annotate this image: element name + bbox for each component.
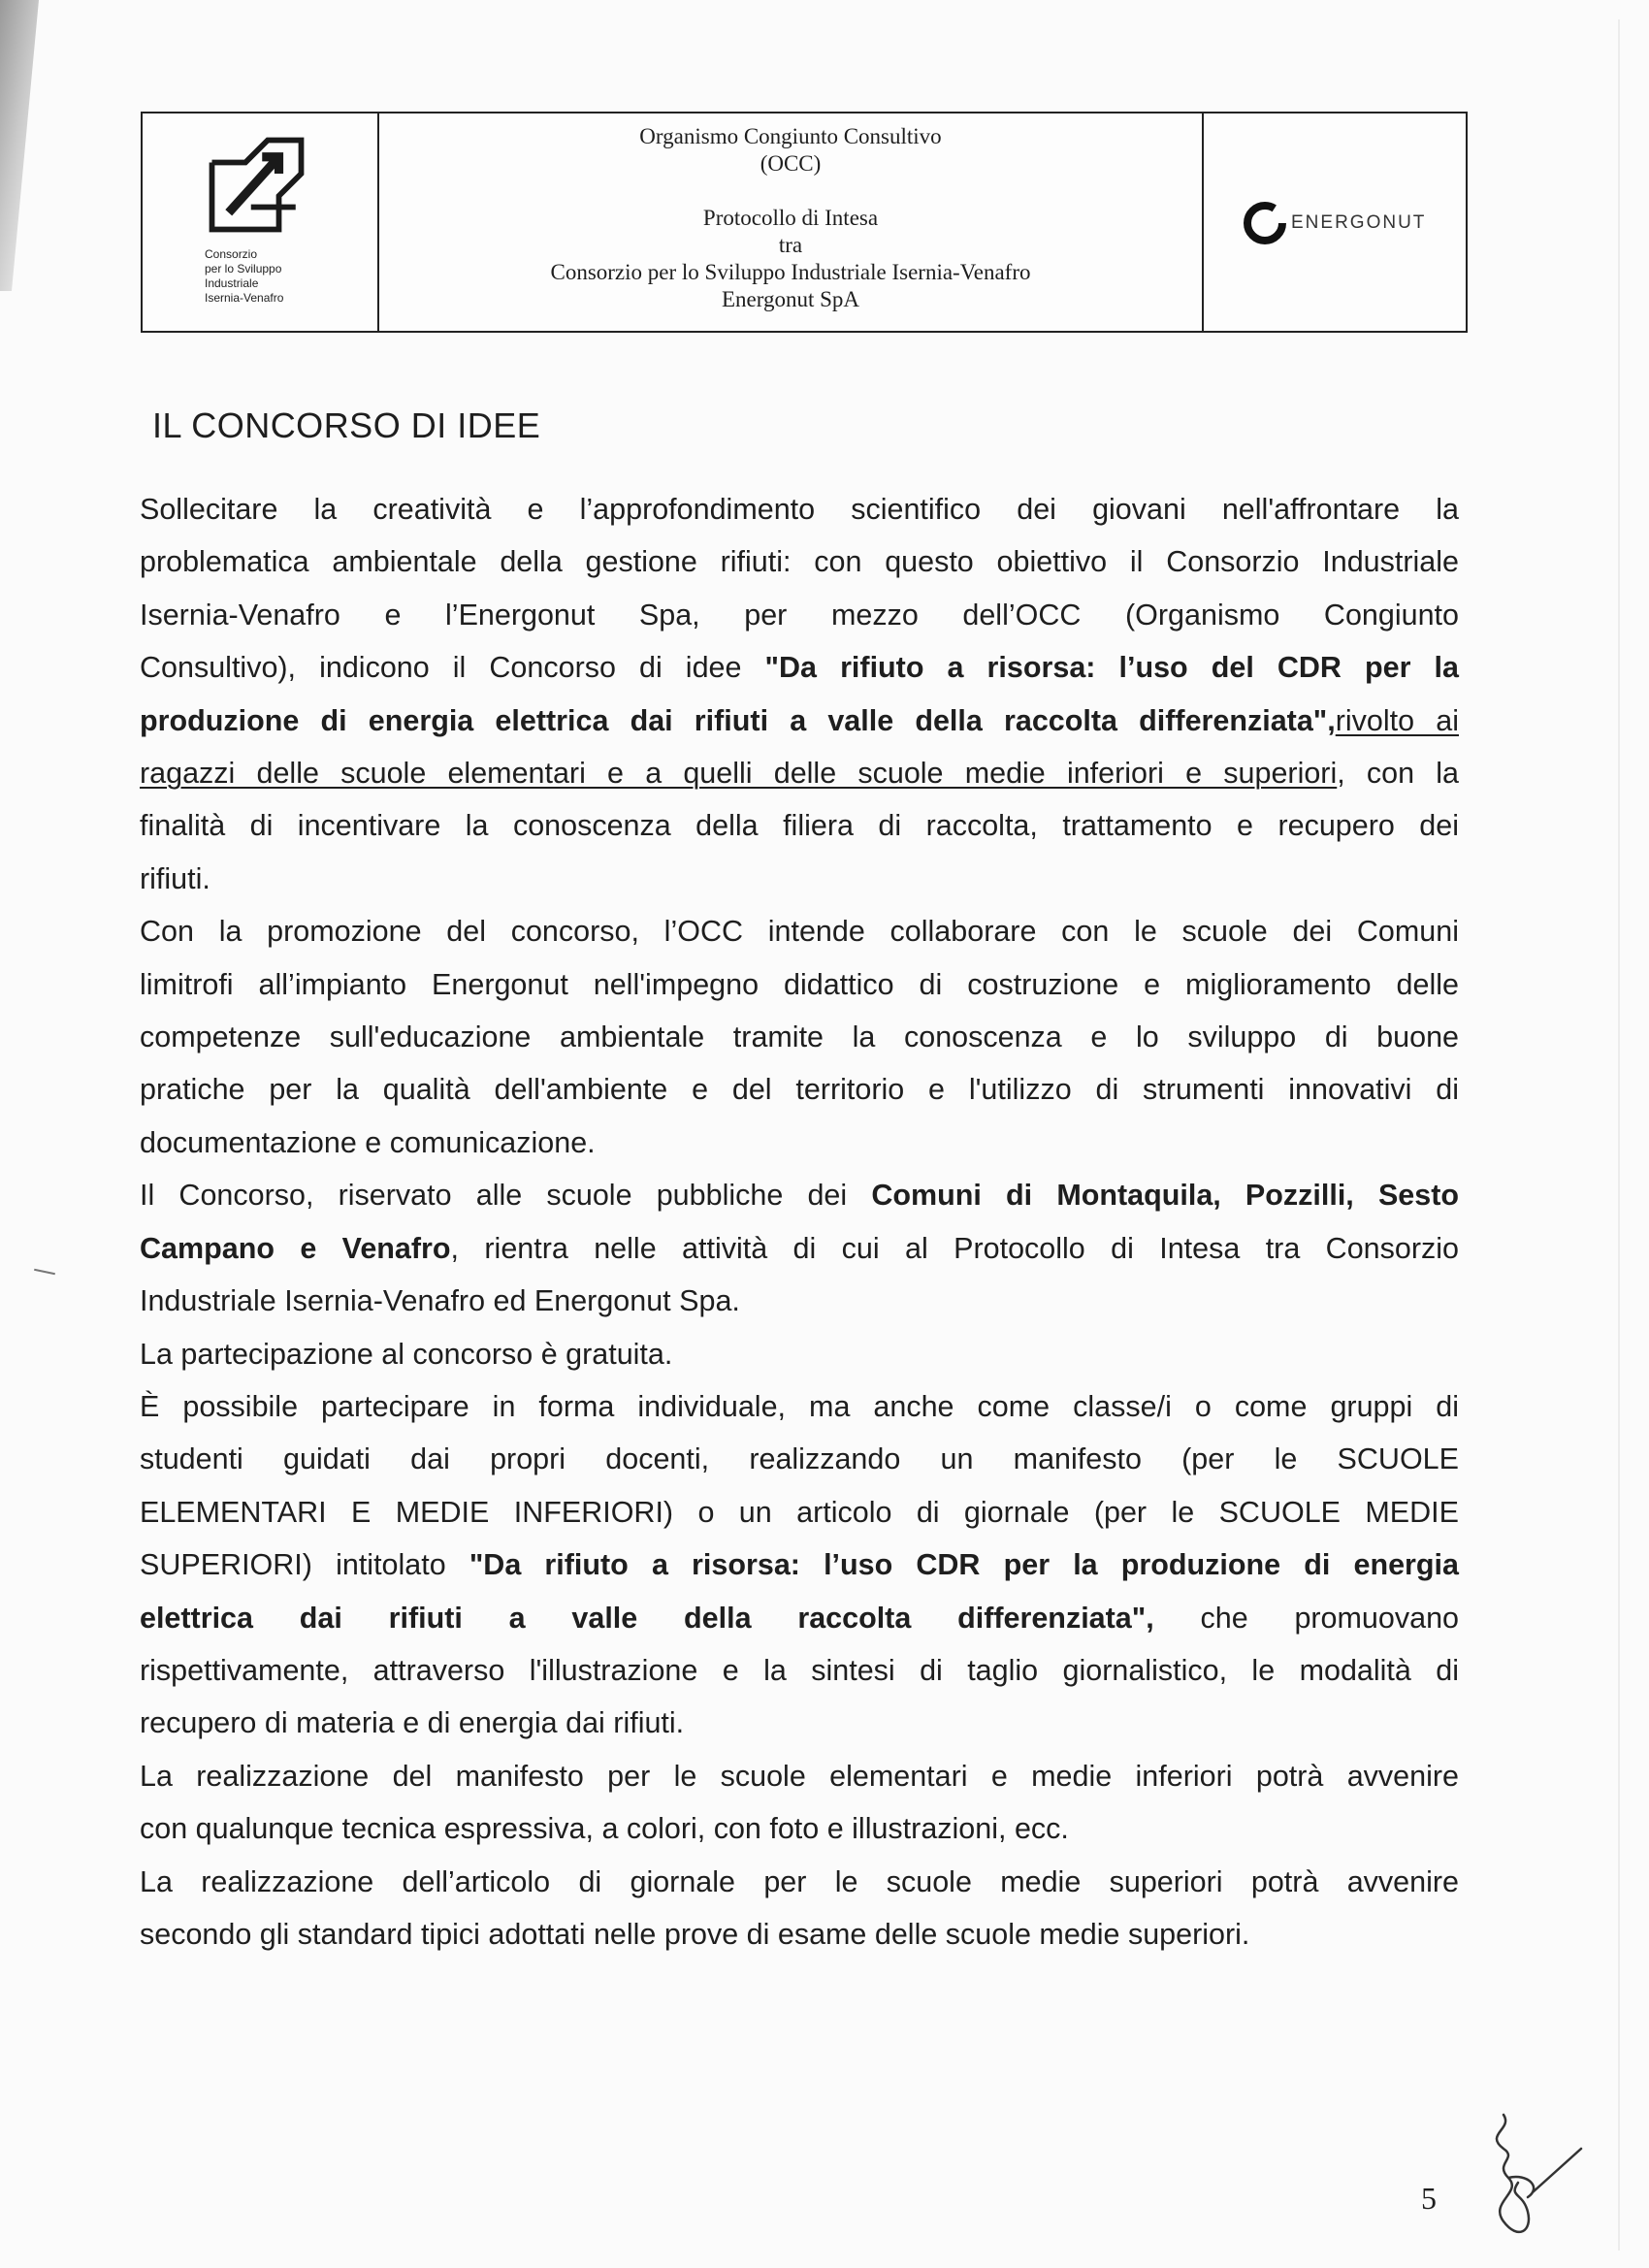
text-line: [140, 1592, 1459, 1644]
energonut-logo-text: ENERGONUT: [1291, 212, 1427, 233]
text-run-t: con qualunque tecnica espressiva, a colori, con foto e illustrazioni, ecc.: [140, 1812, 1069, 1846]
text-line: [140, 1697, 1459, 1749]
header-line-7: Energonut SpA: [721, 287, 860, 311]
text-run-b: produzione di energia elettrica dai rifiuti a valle della raccolta differenziata",: [140, 703, 1336, 737]
text-line: [140, 853, 1459, 905]
text-run-post: , con la: [1337, 757, 1459, 791]
text-line: [140, 1328, 1459, 1380]
text-line: [140, 535, 1459, 588]
text-line: [140, 641, 1459, 694]
header-line-4: Protocollo di Intesa: [702, 206, 879, 230]
text-run-t: Isernia-Venafro e l’Energonut Spa, per mezzo dell’OCC (Organismo Congiunto: [140, 598, 1459, 632]
text-line: [140, 695, 1459, 747]
text-run-t: rifiuti.: [140, 861, 210, 895]
text-line: [140, 589, 1459, 641]
text-line: [140, 1063, 1459, 1116]
text-run-pre: Il Concorso, riservato alle scuole pubbliche dei: [140, 1179, 872, 1213]
pen-mark: [34, 1269, 55, 1276]
text-line: [140, 799, 1459, 852]
text-line: [140, 1908, 1459, 1960]
text-run-u: ragazzi delle scuole elementari e a quelli delle scuole medie inferiori e superiori: [140, 757, 1338, 791]
text-run-b: elettrica dai rifiuti a valle della raccolta differenziata",: [140, 1601, 1154, 1635]
text-run-b: "Da rifiuto a risorsa: l’uso CDR per la produzione di energia: [469, 1548, 1459, 1582]
header-line-5: tra: [778, 233, 803, 257]
text-run-t: La partecipazione al concorso è gratuita.: [140, 1337, 673, 1371]
text-run-pre: SUPERIORI) intitolato: [140, 1548, 469, 1582]
section-title: IL CONCORSO DI IDEE: [152, 405, 541, 445]
header-line-1: Organismo Congiunto Consultivo: [639, 124, 942, 148]
text-run-b: Campano e Venafro: [140, 1231, 451, 1265]
text-run-t: recupero di materia e di energia dai rifiuti.: [140, 1706, 685, 1740]
text-line: [140, 1750, 1459, 1802]
text-run-t: secondo gli standard tipici adottati nelle prove di esame delle scuole medie superiori.: [140, 1917, 1250, 1951]
energonut-logo-cell: [1204, 113, 1466, 331]
text-run-t: pratiche per la qualità dell'ambiente e del territorio e l'utilizzo di strumenti innovativi di: [140, 1073, 1459, 1107]
text-run-pre: Consultivo), indicono il Concorso di idee: [140, 651, 765, 685]
text-run-t: problematica ambientale della gestione rifiuti: con questo obiettivo il Consorzio Industriale: [140, 545, 1459, 579]
text-run-t: È possibile partecipare in forma individuale, ma anche come classe/i o come gruppi di: [140, 1389, 1459, 1423]
text-run-b: "Da rifiuto a risorsa: l’uso del CDR per la: [764, 651, 1459, 685]
text-run-t: rispettivamente, attraverso l'illustrazione e la sintesi di taglio giornalistico, le modalità di: [140, 1653, 1459, 1687]
text-run-t: limitrofi all’impianto Energonut nell'impegno didattico di costruzione e miglioramento delle: [140, 967, 1459, 1001]
consorzio-logo-icon: [201, 129, 312, 241]
consorzio-logo-cell: [143, 113, 379, 331]
text-run-t: Con la promozione del concorso, l’OCC intende collaborare con le scuole dei Comuni: [140, 915, 1459, 949]
text-run-u: rivolto ai: [1335, 703, 1459, 737]
scan-edge: [1618, 19, 1620, 2251]
page-number: 5: [1421, 2181, 1437, 2216]
text-line: [140, 958, 1459, 1011]
text-run-t: documentazione e comunicazione.: [140, 1125, 596, 1159]
text-line: [140, 747, 1459, 799]
header-line-2: (OCC): [760, 151, 822, 176]
header-title-cell: [379, 113, 1204, 331]
text-run-t: La realizzazione del manifesto per le scuole elementari e medie inferiori potrà avvenire: [140, 1759, 1459, 1793]
text-line: [140, 1433, 1459, 1485]
text-run-post: , rientra nelle attività di cui al Protocollo di Intesa tra Consorzio: [450, 1231, 1459, 1265]
header-line-6: Consorzio per lo Sviluppo Industriale Isernia-Venafro: [550, 260, 1031, 284]
handwritten-signature: [1474, 2105, 1591, 2251]
text-line: [140, 1117, 1459, 1169]
text-line: [140, 483, 1459, 535]
text-run-post: che promuovano: [1153, 1601, 1459, 1635]
text-line: [140, 1539, 1459, 1591]
text-run-t: ELEMENTARI E MEDIE INFERIORI) o un articolo di giornale (per le SCUOLE MEDIE: [140, 1495, 1459, 1529]
text-line: [140, 1644, 1459, 1697]
text-run-t: La realizzazione dell’articolo di giornale per le scuole medie superiori potrà avvenire: [140, 1864, 1459, 1898]
consorzio-logo-text: Consorzio per lo Sviluppo Industriale Isernia-Venafro: [205, 247, 284, 305]
text-run-t: Industriale Isernia-Venafro ed Energonut Spa.: [140, 1284, 740, 1318]
text-run-b: Comuni di Montaquila, Pozzilli, Sesto: [871, 1179, 1460, 1213]
text-line: [140, 1275, 1459, 1327]
scan-shadow: [0, 0, 39, 291]
text-line: [140, 1011, 1459, 1063]
text-run-t: competenze sull'educazione ambientale tramite la conoscenza e lo sviluppo di buone: [140, 1021, 1459, 1054]
text-line: [140, 1380, 1459, 1433]
body-text: [140, 483, 1459, 1960]
text-line: [140, 1856, 1459, 1908]
text-line: [140, 1222, 1459, 1275]
energonut-logo-icon: [1241, 199, 1289, 247]
text-line: [140, 1486, 1459, 1539]
text-run-t: finalità di incentivare la conoscenza della filiera di raccolta, trattamento e recupero dei: [140, 809, 1459, 843]
text-line: [140, 1802, 1459, 1855]
document-header: [141, 112, 1468, 333]
text-line: [140, 1169, 1459, 1221]
text-run-t: studenti guidati dai propri docenti, realizzando un manifesto (per le SCUOLE: [140, 1442, 1459, 1476]
text-run-t: Sollecitare la creatività e l’approfondimento scientifico dei giovani nell'affrontare la: [140, 493, 1459, 526]
text-line: [140, 905, 1459, 957]
